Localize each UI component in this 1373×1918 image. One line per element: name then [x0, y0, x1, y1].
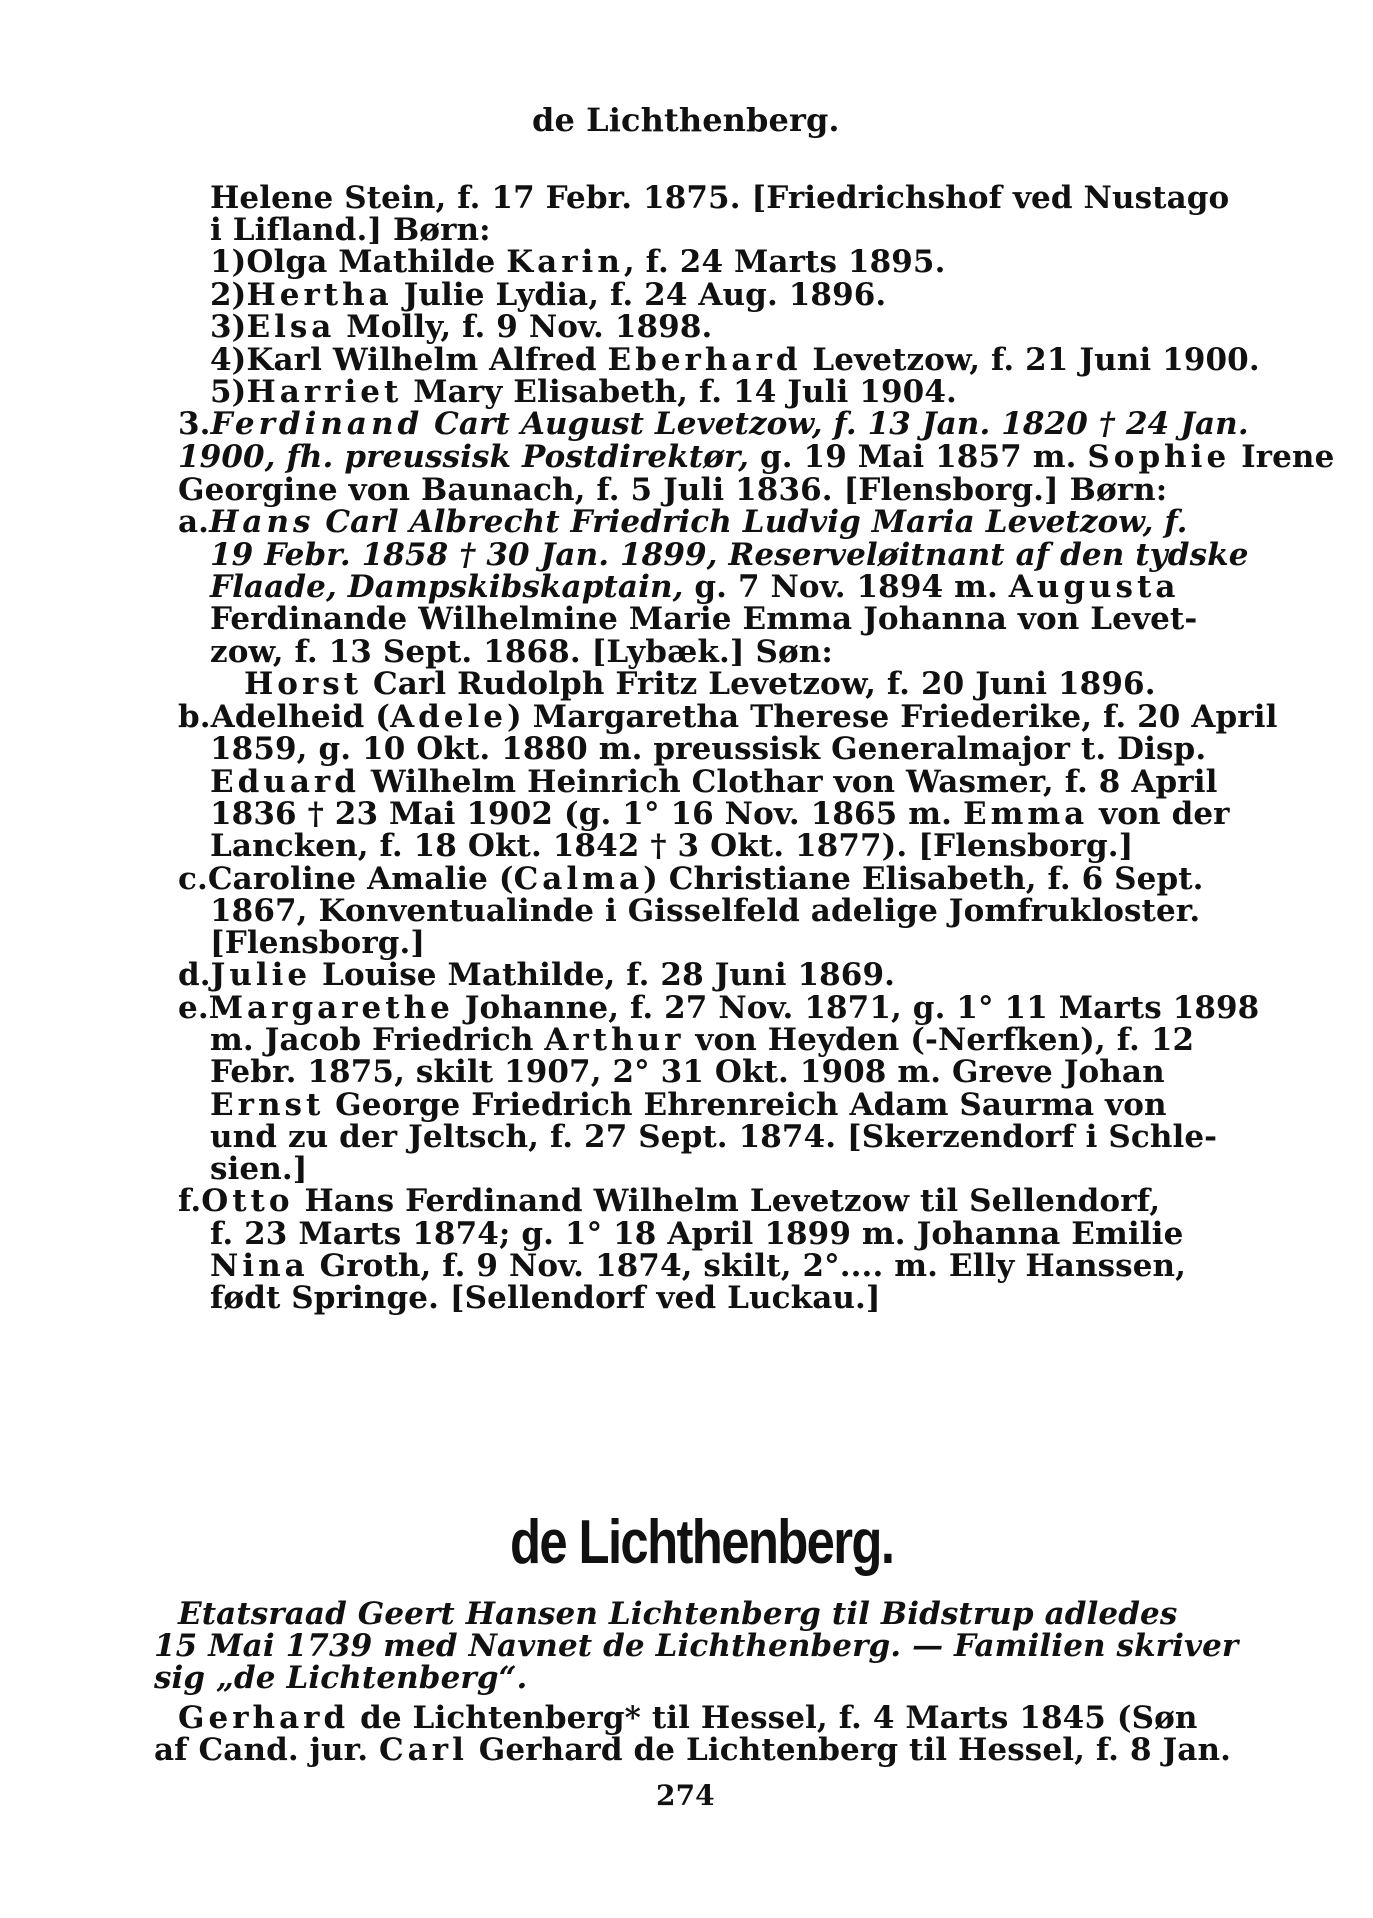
text-line — [178, 861, 1204, 897]
spaced-name: Calma — [513, 861, 644, 897]
text-line — [210, 764, 1217, 800]
text-line — [210, 342, 1260, 378]
text-line — [178, 504, 1188, 540]
text-line — [178, 406, 1249, 442]
text-line: 19 Febr. 1858 † 30 Jan. 1899, Reserveløitnant af den tydske — [210, 537, 1249, 573]
spaced-name: Eberhard — [607, 342, 802, 378]
text-span: George Friedrich Ehrenreich Adam Saurma von — [324, 1087, 1167, 1123]
text-span: 1900, fh. preussisk Postdirektør, — [178, 439, 750, 475]
text-line — [178, 1183, 1160, 1219]
spaced-name: Arthur — [544, 1022, 685, 1058]
text-line: i Lifland.] Børn: — [210, 212, 491, 248]
spaced-name: Otto — [201, 1183, 294, 1219]
text-line — [210, 1248, 1186, 1284]
spaced-name: Gerhard — [178, 1700, 350, 1736]
text-line — [178, 990, 1259, 1026]
text-line — [210, 796, 1230, 832]
text-span: af Cand. jur. — [154, 1732, 379, 1768]
spaced-name: Julie — [210, 957, 312, 993]
text-span: 5) — [210, 374, 247, 410]
text-span: Louise Mathilde, f. 28 Juni 1869. — [311, 957, 896, 993]
text-span: 3) — [210, 309, 247, 345]
page-number: 274 — [656, 1779, 715, 1812]
running-title: de Lichthenberg. — [532, 101, 840, 139]
text-line — [210, 277, 886, 313]
text-line: zow, f. 13 Sept. 1868. [Lybæk.] Søn: — [210, 634, 833, 670]
text-line — [210, 309, 712, 345]
text-line — [210, 374, 957, 410]
text-line: 1859, g. 10 Okt. 1880 m. preussisk Generalmajor t. Disp. — [210, 731, 1207, 767]
text-span: ) Christiane Elisabeth, f. 6 Sept. — [643, 861, 1204, 897]
section-heading: de Lichthenberg. — [510, 1508, 894, 1577]
text-span: Carl Rudolph Fritz Levetzow, f. 20 Juni 1896. — [362, 666, 1156, 702]
text-span: Irene — [1230, 439, 1335, 475]
spaced-name: Ferdinand — [210, 406, 424, 442]
spaced-name: Elsa — [246, 309, 336, 345]
spaced-name: Harriet — [246, 374, 403, 410]
text-span: Groth, f. 9 Nov. 1874, skilt, 2°.... m. Elly Hanssen, — [308, 1248, 1187, 1284]
text-span: , f. 24 Marts 1895. — [623, 244, 946, 280]
text-line: Georgine von Baunach, f. 5 Juli 1836. [Flensborg.] Børn: — [178, 472, 1168, 508]
text-line — [244, 666, 1156, 702]
spaced-name: Hans — [209, 504, 315, 540]
text-line: und zu der Jeltsch, f. 27 Sept. 1874. [Skerzendorf i Schle- — [210, 1119, 1218, 1155]
text-span: Levetzow, f. 21 Juni 1900. — [801, 342, 1260, 378]
text-line — [210, 569, 1179, 605]
text-span: Molly, f. 9 Nov. 1898. — [335, 309, 713, 345]
text-span: 2) — [210, 277, 247, 313]
text-span: Hans Ferdinand Wilhelm Levetzow til Sellendorf, — [293, 1183, 1161, 1219]
text-span: a. — [178, 504, 210, 540]
intro-line: 15 Mai 1739 med Navnet de Lichthenberg. — Familien skriver — [154, 1628, 1239, 1664]
text-span: e. — [178, 990, 209, 1026]
spaced-name: Ernst — [210, 1087, 325, 1123]
text-span: c.Caroline Amalie ( — [178, 861, 514, 897]
spaced-name: Hertha — [246, 277, 393, 313]
text-span: Cart August Levetzow, f. 13 Jan. 1820 † 24 Jan. — [423, 406, 1249, 442]
text-span: m. Jacob Friedrich — [210, 1022, 545, 1058]
text-span: 1836 † 23 Mai 1902 (g. 1° 16 Nov. 1865 m. — [210, 796, 963, 832]
text-span: Mary Elisabeth, f. 14 Juli 1904. — [402, 374, 957, 410]
text-span: b.Adelheid ( — [178, 699, 391, 735]
text-line: født Springe. [Sellendorf ved Luckau.] — [210, 1280, 881, 1316]
text-span: Julie Lydia, f. 24 Aug. 1896. — [392, 277, 887, 313]
text-span: g. 7 Nov. 1894 m. — [683, 569, 1009, 605]
text-line — [210, 1022, 1194, 1058]
text-line: Helene Stein, f. 17 Febr. 1875. [Friedrichshof ved Nustago — [210, 180, 1230, 216]
text-line — [210, 1087, 1167, 1123]
spaced-name: Nina — [210, 1248, 309, 1284]
text-span: f. — [178, 1183, 202, 1219]
text-line — [178, 439, 1334, 475]
text-line — [178, 1700, 1198, 1736]
text-span: Johanne, f. 27 Nov. 1871, g. 1° 11 Marts 1898 — [453, 990, 1260, 1026]
text-line: f. 23 Marts 1874; g. 1° 18 April 1899 m. Johanna Emilie — [210, 1216, 1184, 1252]
text-line: Lancken, f. 18 Okt. 1842 † 3 Okt. 1877). [Flensborg.] — [210, 828, 1134, 864]
text-line: Ferdinande Wilhelmine Marie Emma Johanna von Levet- — [210, 601, 1198, 637]
text-line: sien.] — [210, 1151, 308, 1187]
spaced-name: Adele — [390, 699, 508, 735]
text-span: Wilhelm Heinrich Clothar von Wasmer, f. 8 April — [359, 764, 1218, 800]
spaced-name: Carl — [379, 1732, 468, 1768]
text-line — [210, 244, 945, 280]
spaced-name: Augusta — [1008, 569, 1180, 605]
text-span: ) Margaretha Therese Friederike, f. 20 April — [507, 699, 1278, 735]
spaced-name: Eduard — [210, 764, 360, 800]
text-span: Carl Albrecht Friedrich Ludvig Maria Levetzow, f. — [314, 504, 1188, 540]
text-line: Febr. 1875, skilt 1907, 2° 31 Okt. 1908 m. Greve Johan — [210, 1054, 1165, 1090]
text-span: 3. — [178, 406, 211, 442]
text-span: von Heyden (-Nerfken), f. 12 — [684, 1022, 1195, 1058]
spaced-name: Karin — [506, 244, 624, 280]
text-span: Gerhard de Lichtenberg til Hessel, f. 8 Jan. — [467, 1732, 1232, 1768]
text-span: d. — [178, 957, 211, 993]
spaced-name: Emma — [962, 796, 1089, 832]
text-span: 1)Olga Mathilde — [210, 244, 507, 280]
spaced-name: Sophie — [1087, 439, 1231, 475]
text-span: 4)Karl Wilhelm Alfred — [210, 342, 608, 378]
text-line — [178, 957, 895, 993]
text-line — [178, 699, 1278, 735]
text-span: de Lichtenberg* til Hessel, f. 4 Marts 1845 (Søn — [349, 1700, 1198, 1736]
spaced-name: Horst — [244, 666, 363, 702]
spaced-name: Margarethe — [208, 990, 454, 1026]
text-line — [154, 1732, 1231, 1768]
intro-line: sig „de Lichtenberg“. — [154, 1660, 528, 1696]
text-span: g. 19 Mai 1857 m. — [749, 439, 1088, 475]
text-line: 1867, Konventualinde i Gisselfeld adelige Jomfrukloster. — [210, 893, 1201, 929]
text-span: Flaade, Dampskibskaptain, — [210, 569, 684, 605]
intro-line: Etatsraad Geert Hansen Lichtenberg til Bidstrup adledes — [178, 1596, 1178, 1632]
text-span: von der — [1088, 796, 1230, 832]
text-line: [Flensborg.] — [210, 925, 426, 961]
